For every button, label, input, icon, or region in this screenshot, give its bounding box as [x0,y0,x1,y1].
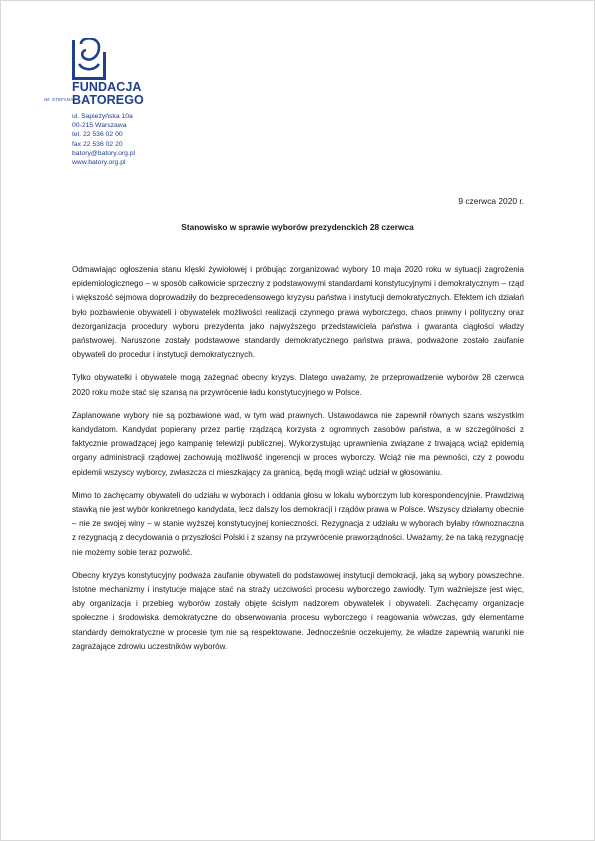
foundation-name-line1: FUNDACJA [72,80,142,94]
contact-block [72,112,135,167]
document-body [72,263,524,663]
letter-date: 9 czerwca 2020 r. [458,196,524,206]
contact-street: ul. Sapieżyńska 10a [72,113,133,120]
body-paragraph: Obecny kryzys konstytucyjny podważa zaufanie obywateli do podstawowej instytucji demokracji, jaką są wybory powszechne. Istotne mechanizmy i instytucje mające stać na straży uczciwości procesu wyborczego zawiodły. Tym ważniejsze jest więc, aby organizacja i przebieg wyborów zostały objęte ścisłym nadzorem obywatelek i obywateli. Zachęcamy organizacje społeczne i środowiska demokratyczne do obserwowania procesu wyborczego i reagowania wówczas, gdy elementarne standardy demokratyczne w procesie tym nie są respektowane. Jednocześnie oczekujemy, że władze zapewnią warunki nie zagrażające zdrowiu uczestników wyborów. [72,570,524,651]
body-paragraph: Odmawiając ogłoszenia stanu klęski żywiołowej i próbując zorganizować wybory 10 maja 2020 roku w sytuacji zagrożenia epidemiologicznego – w sposób całkowicie sprzeczny z podstawowymi standardami konstytucyjnymi i demokratycznym – rząd i większość sejmowa doprowadziły do bezprecedensowego kryzysu państwa i instytucji demokratycznych. Efektem ich działań było pozbawienie obywateli i obywatelek możliwości realizacji czynnego prawa wyborczego, chaos prawny i polityczny oraz dezorganizacja procedury wyboru prezydenta jako najwyższego przedstawiciela państwa i gwaranta ciągłości władzy państwowej. Naruszone zostały podstawowe standardy demokratycznego państwa prawa, podważone zostało zaufanie obywateli do procedur i instytucji demokratycznych. [72,265,524,360]
contact-fax: fax 22 536 02 20 [72,140,123,148]
body-paragraph: Tylko obywatelki i obywatele mogą zażegnać obecny kryzys. Dlatego uważamy, że przeprowadzenie wyborów 28 czerwca 2020 roku może stać się szansą na przywrócenie ładu konstytucyjnego w Polsce. [72,373,524,397]
foundation-logo [44,38,144,108]
body-paragraph: Mimo to zachęcamy obywateli do udziału w wyborach i oddania głosu w lokalu wyborczym lub korespondencyjnie. Prawdziwą stawką nie jest wybór konkretnego kandydata, lecz dalszy los demokracji i rządów prawa w Polsce. Wszyscy działamy obecnie – nie ze swojej winy – w stanie wyższej konstytucyjnej konieczności. Rezygnacja z udziału w wyborach byłaby równoznaczna z rezygnacją z decydowania o przyszłości Polski i z szansy na przywrócenie praworządności. Uważamy, że na taką rezygnację nie możemy sobie teraz pozwolić. [72,490,524,557]
contact-tel: tel. 22 536 02 00 [72,131,123,139]
contact-email-link[interactable]: batory@batory.org.pl [72,149,136,157]
document-title: Stanowisko w sprawie wyborów prezydenckich 28 czerwca [181,222,414,232]
foundation-name-line2: BATOREGO [72,93,144,107]
foundation-logo-icon [72,38,106,80]
foundation-name [72,81,144,107]
body-paragraph: Zaplanowane wybory nie są pozbawione wad, w tym wad prawnych. Ustawodawca nie zapewnił równych szans wszystkim kandydatom. Kandydat popierany przez partię rządzącą korzysta z ogromnych zasobów państwa, a w szczególności z faktycznie prowadzącej jego kampanię telewizji publicznej. Wykorzystując uprawnienia związane z trwającą wciąż epidemią organy administracji rządowej zachowują możliwość ingerencji w proces wyborczy. Wciąż nie ma pewności, czy z powodu epidemii wszyscy wyborcy, zwłaszcza ci mieszkający za granicą, będą mogli wziąć udział w głosowaniu. [72,410,524,477]
contact-website-link[interactable]: www.batory.org.pl [72,159,126,167]
foundation-name-prefix: IM. STEFANA [44,97,74,102]
contact-city: 00-215 Warszawa [72,122,127,130]
